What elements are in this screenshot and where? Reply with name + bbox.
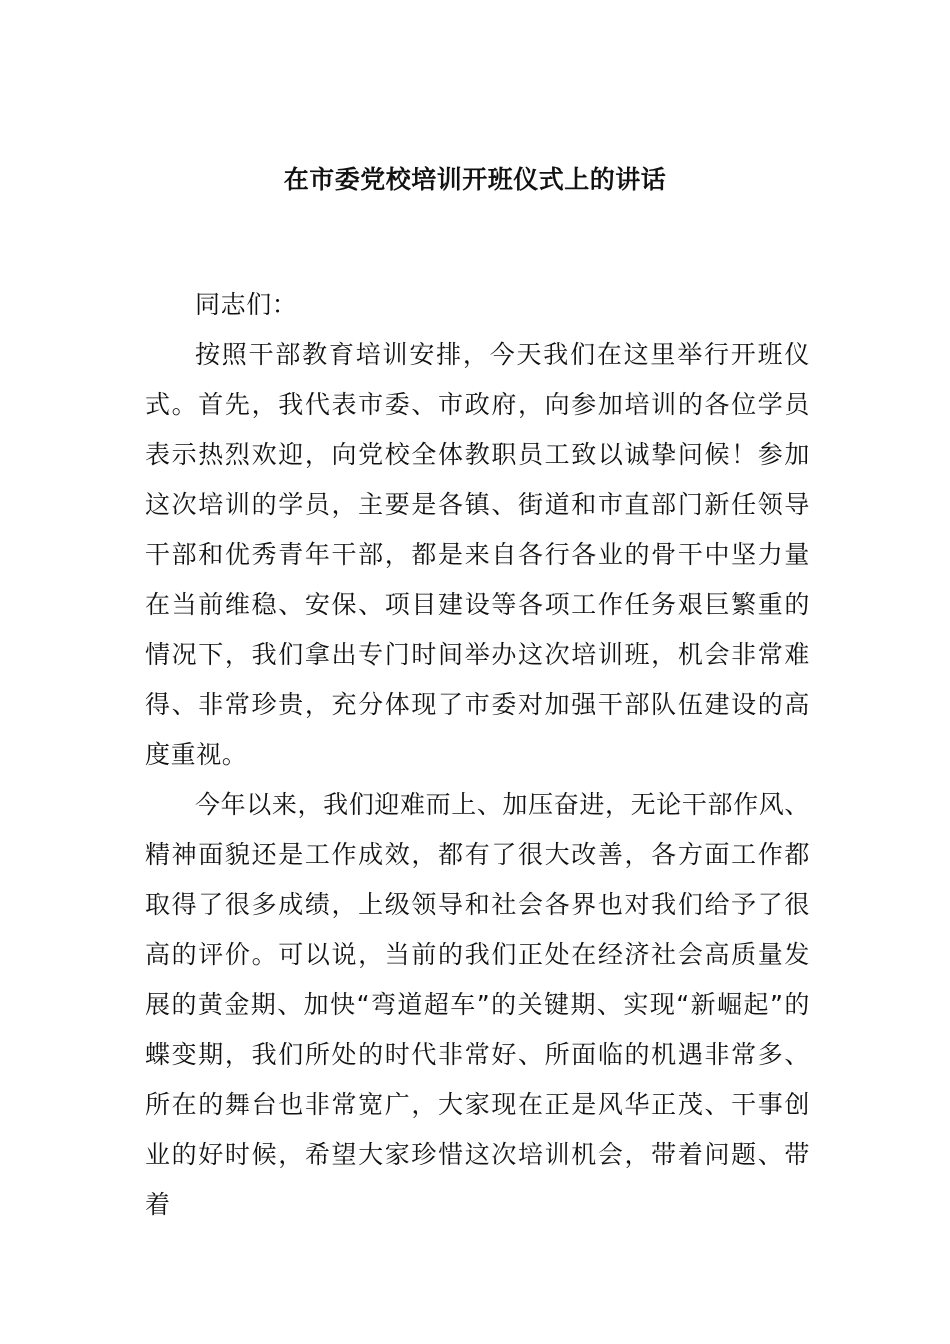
salutation: 同志们： (195, 290, 298, 319)
document-body (145, 280, 810, 1230)
paragraph-2: 今年以来，我们迎难而上、加压奋进，无论干部作风、精神面貌还是工作成效，都有了很大改善，各方面工作都取得了很多成绩，上级领导和社会各界也对我们给予了很高的评价。可以说，当前的我们正处在经济社会高质量发展的黄金期、加快“弯道超车”的关键期、实现“新崛起”的蝶变期，我们所处的时代非常好、所面临的机遇非常多、所在的舞台也非常宽广，大家现在正是风华正茂、干事创业的好时候，希望大家珍惜这次培训机会，带着问题、带着 (145, 790, 810, 1219)
document-title: 在市委党校培训开班仪式上的讲话 (283, 165, 667, 194)
paragraph-1: 按照干部教育培训安排，今天我们在这里举行开班仪式。首先，我代表市委、市政府，向参加培训的各位学员表示热烈欢迎，向党校全体教职员工致以诚挚问候！参加这次培训的学员，主要是各镇、街道和市直部门新任领导干部和优秀青年干部，都是来自各行各业的骨干中坚力量在当前维稳、安保、项目建设等各项工作任务艰巨繁重的情况下，我们拿出专门时间举办这次培训班，机会非常难得、非常珍贵，充分体现了市委对加强干部队伍建设的高度重视。 (145, 340, 810, 769)
